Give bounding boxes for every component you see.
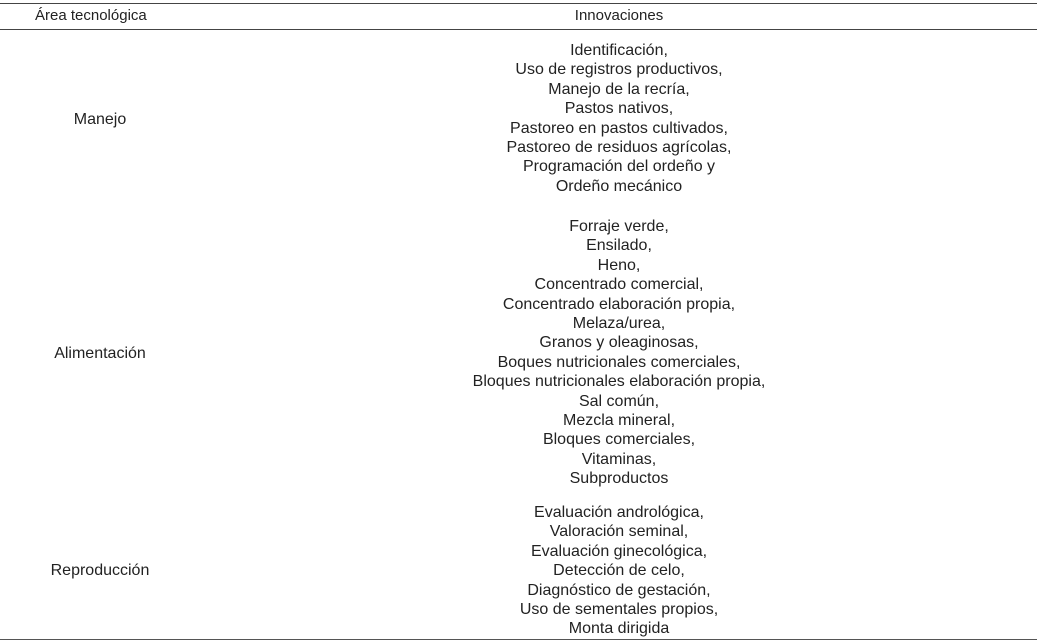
row-area-manejo: Manejo bbox=[73, 111, 127, 128]
list-item: Uso de sementales propios, bbox=[519, 601, 719, 619]
innovations-list-reproduccion bbox=[418, 503, 820, 639]
list-item: Sal común, bbox=[578, 392, 660, 410]
list-item: Melaza/urea, bbox=[572, 315, 666, 333]
innovations-list-alimentacion bbox=[418, 217, 820, 489]
list-item: Forraje verde, bbox=[569, 218, 669, 235]
list-item: Detección de celo, bbox=[553, 562, 685, 580]
list-item: Bloques nutricionales elaboración propia, bbox=[472, 373, 766, 391]
column-header-innovations: Innovaciones bbox=[574, 7, 664, 24]
list-item: Evaluación andrológica, bbox=[534, 504, 704, 521]
list-item: Monta dirigida bbox=[568, 620, 670, 638]
row-area-reproduccion: Reproducción bbox=[50, 562, 150, 579]
list-item: Ensilado, bbox=[586, 237, 652, 255]
row-area-alimentacion: Alimentación bbox=[54, 345, 146, 362]
list-item: Pastos nativos, bbox=[564, 100, 674, 118]
list-item: Identificación, bbox=[570, 42, 668, 59]
list-item: Boques nutricionales comerciales, bbox=[497, 353, 741, 371]
list-item: Pastoreo en pastos cultivados, bbox=[510, 119, 728, 137]
list-item: Valoración seminal, bbox=[549, 523, 689, 541]
list-item: Uso de registros productivos, bbox=[515, 61, 723, 79]
innovations-list-manejo bbox=[418, 41, 820, 196]
table-header-rule bbox=[0, 29, 1037, 30]
list-item: Diagnóstico de gestación, bbox=[527, 581, 711, 599]
list-item: Manejo de la recría, bbox=[548, 80, 690, 98]
list-item: Pastoreo de residuos agrícolas, bbox=[506, 139, 732, 157]
list-item: Vitaminas, bbox=[581, 450, 657, 468]
list-item: Programación del ordeño y bbox=[522, 158, 716, 176]
column-header-area: Área tecnológica bbox=[35, 7, 147, 24]
list-item: Heno, bbox=[597, 256, 641, 274]
table-top-rule bbox=[0, 3, 1037, 4]
list-item: Concentrado elaboración propia, bbox=[502, 295, 736, 313]
list-item: Evaluación ginecológica, bbox=[530, 542, 708, 560]
list-item: Mezcla mineral, bbox=[562, 412, 676, 430]
table-bottom-rule bbox=[0, 639, 1037, 640]
list-item: Concentrado comercial, bbox=[534, 276, 704, 294]
list-item: Subproductos bbox=[569, 470, 669, 488]
list-item: Granos y oleaginosas, bbox=[539, 334, 699, 352]
list-item: Ordeño mecánico bbox=[555, 177, 683, 195]
list-item: Bloques comerciales, bbox=[542, 431, 696, 449]
